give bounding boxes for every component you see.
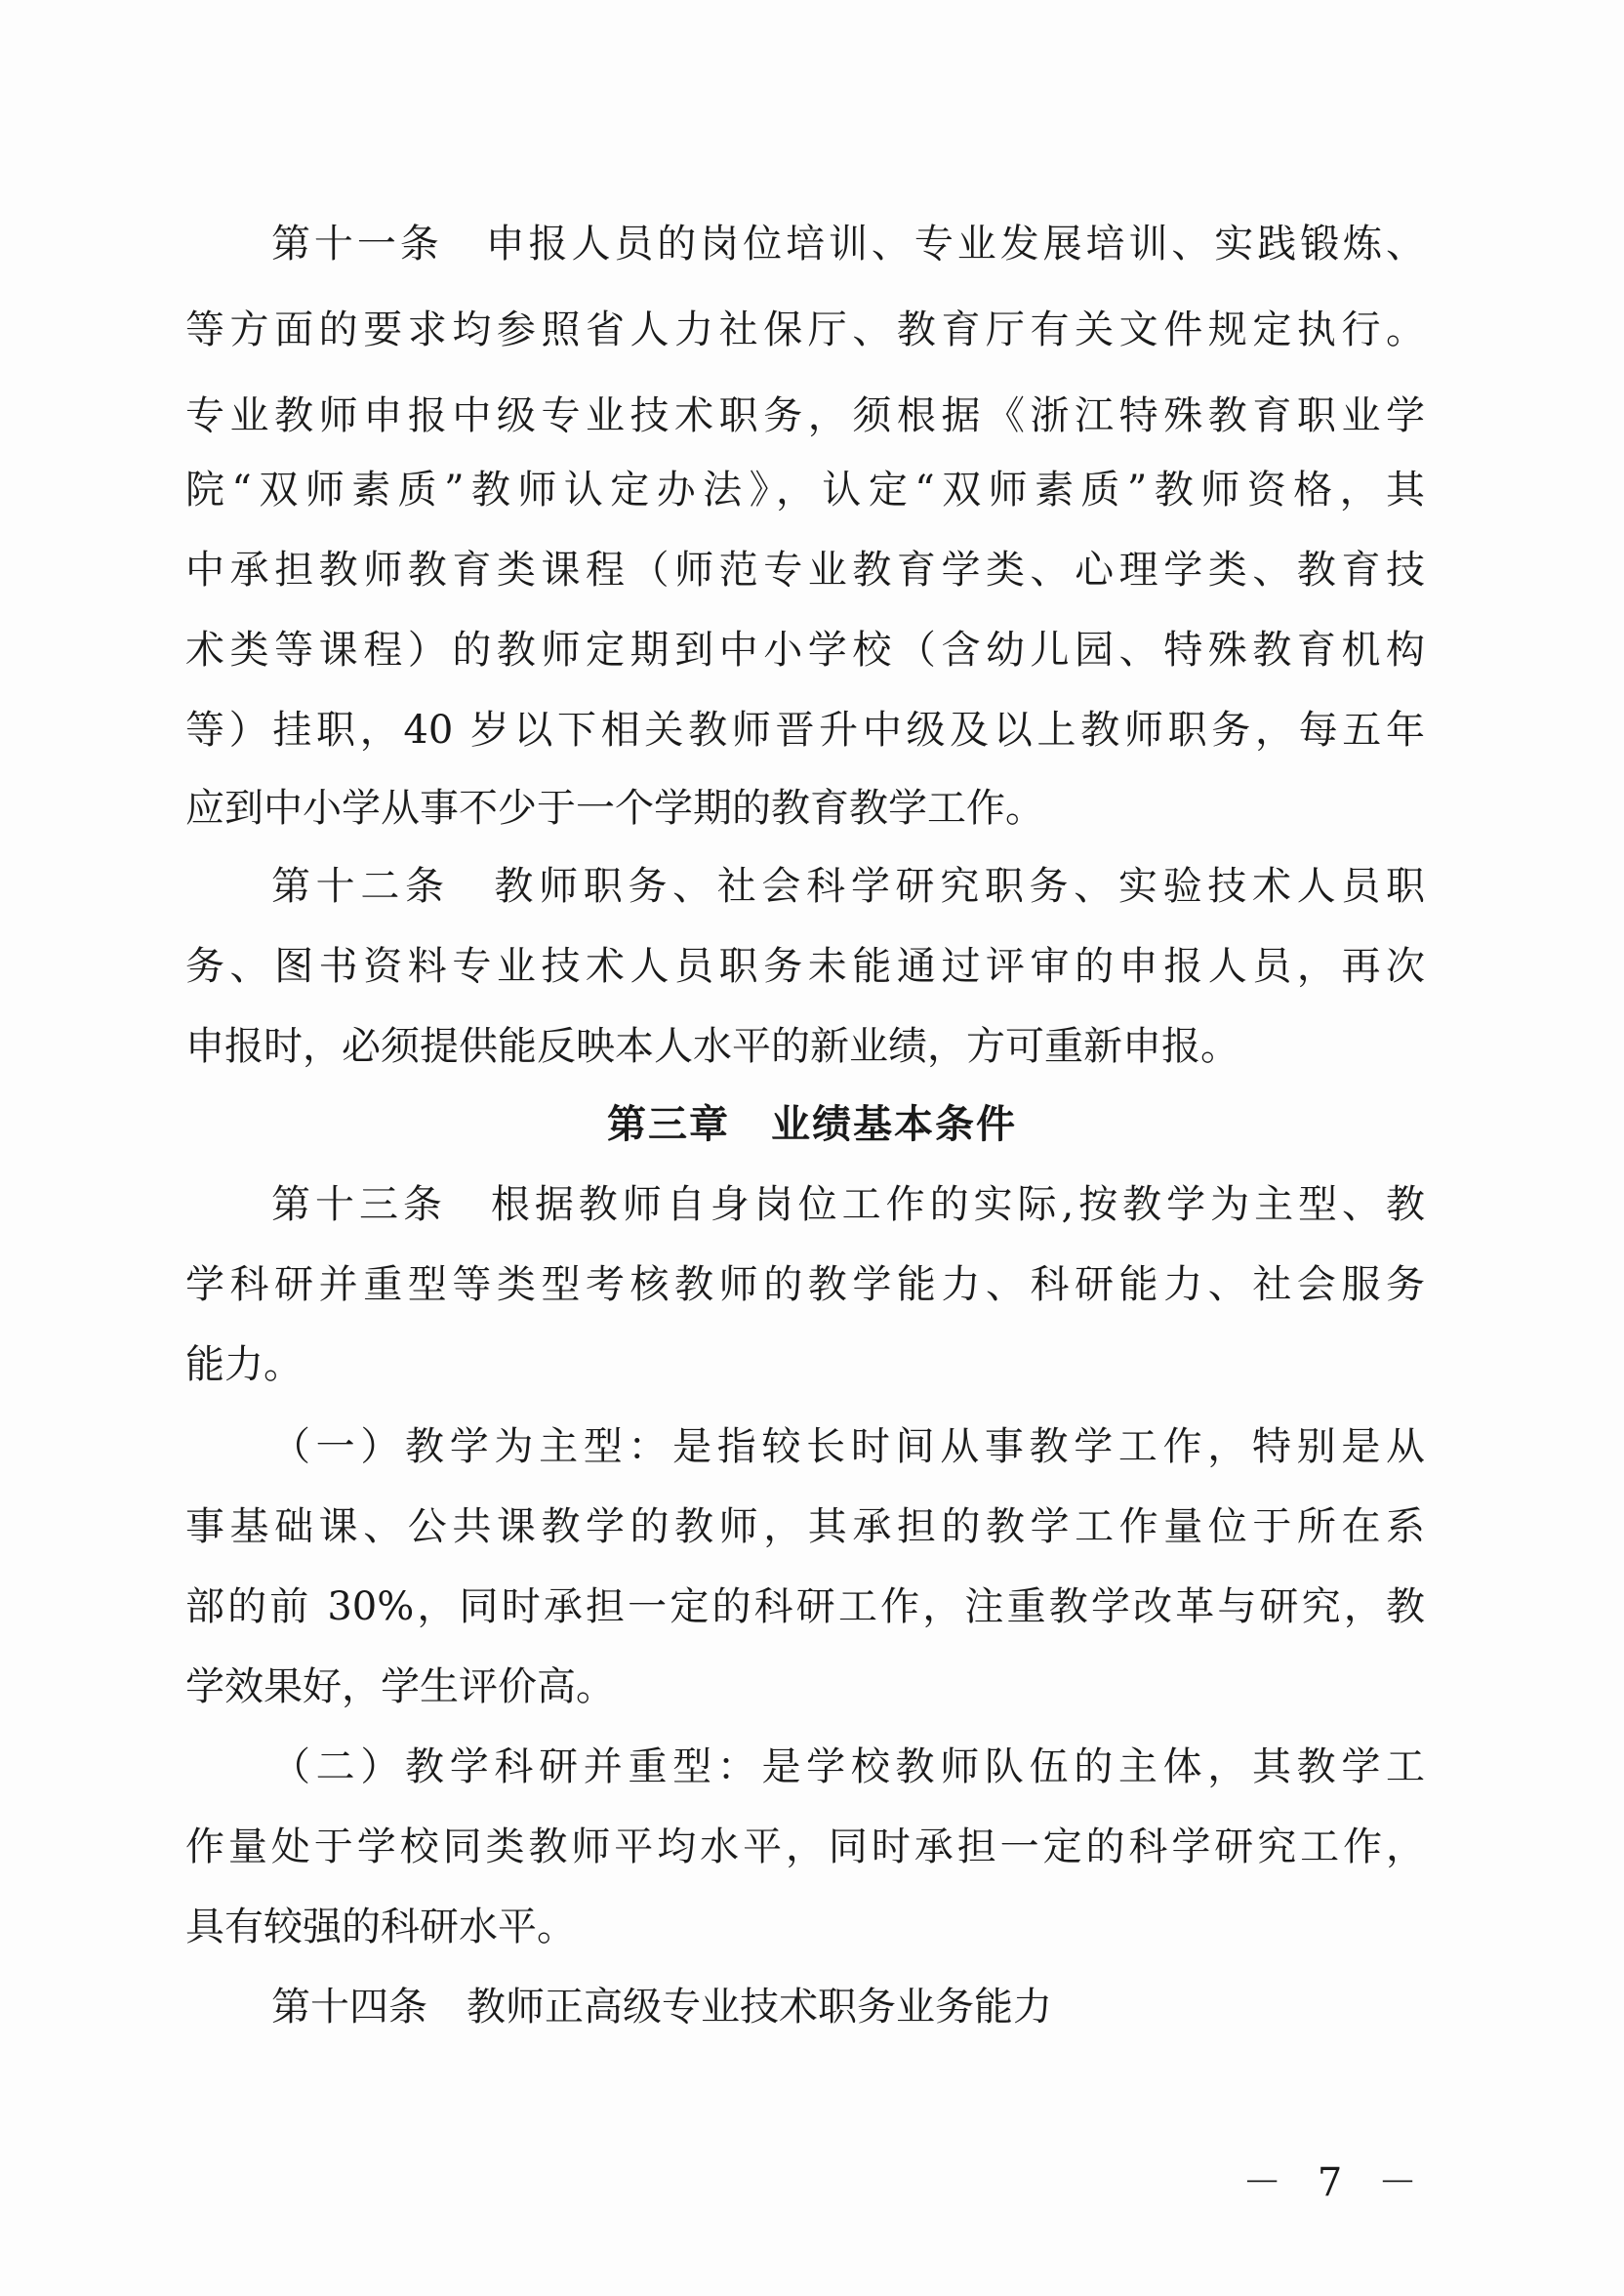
text-line: 第十四条 教师正高级专业技术职务业务能力 <box>271 1985 1052 2030</box>
text-line: 务、图书资料专业技术人员职务未能通过评审的申报人员，再次 <box>185 944 1425 989</box>
page-number: － 7 － <box>1242 2160 1429 2205</box>
text-line: 第十三条 根据教师自身岗位工作的实际,按教学为主型、教 <box>271 1182 1425 1227</box>
text-line: 申报时，必须提供能反映本人水平的新业绩，方可重新申报。 <box>185 1024 1239 1069</box>
text-line: 专业教师申报中级专业技术职务，须根据《浙江特殊教育职业学 <box>185 393 1425 438</box>
text-line: 中承担教师教育类课程（师范专业教育学类、心理学类、教育技 <box>185 548 1425 593</box>
text-line: 学科研并重型等类型考核教师的教学能力、科研能力、社会服务 <box>185 1262 1425 1307</box>
text-line: 应到中小学从事不少于一个学期的教育教学工作。 <box>185 786 1044 831</box>
text-line: 院“双师素质”教师认定办法》，认定“双师素质”教师资格，其 <box>185 468 1425 512</box>
chapter-heading: 第三章 业绩基本条件 <box>607 1102 1017 1147</box>
text-line: 术类等课程）的教师定期到中小学校（含幼儿园、特殊教育机构 <box>185 628 1425 673</box>
text-line: 第十二条 教师职务、社会科学研究职务、实验技术人员职 <box>271 864 1425 909</box>
text-line: 第十一条 申报人员的岗位培训、专业发展培训、实践锻炼、 <box>271 222 1425 266</box>
text-line: 能力。 <box>185 1342 303 1387</box>
text-line: 具有较强的科研水平。 <box>185 1905 576 1949</box>
text-line: 作量处于学校同类教师平均水平，同时承担一定的科学研究工作， <box>185 1824 1425 1869</box>
text-line: （一）教学为主型：是指较长时间从事教学工作，特别是从 <box>271 1424 1425 1469</box>
text-line: 事基础课、公共课教学的教师，其承担的教学工作量位于所在系 <box>185 1504 1425 1549</box>
text-line: （二）教学科研并重型：是学校教师队伍的主体，其教学工 <box>271 1744 1425 1789</box>
text-line: 学效果好，学生评价高。 <box>185 1664 615 1709</box>
text-line: 等方面的要求均参照省人力社保厅、教育厅有关文件规定执行。 <box>185 308 1425 352</box>
text-line: 等）挂职，40 岁以下相关教师晋升中级及以上教师职务，每五年 <box>185 708 1425 753</box>
text-line: 部的前 30%，同时承担一定的科研工作，注重教学改革与研究，教 <box>185 1584 1425 1629</box>
